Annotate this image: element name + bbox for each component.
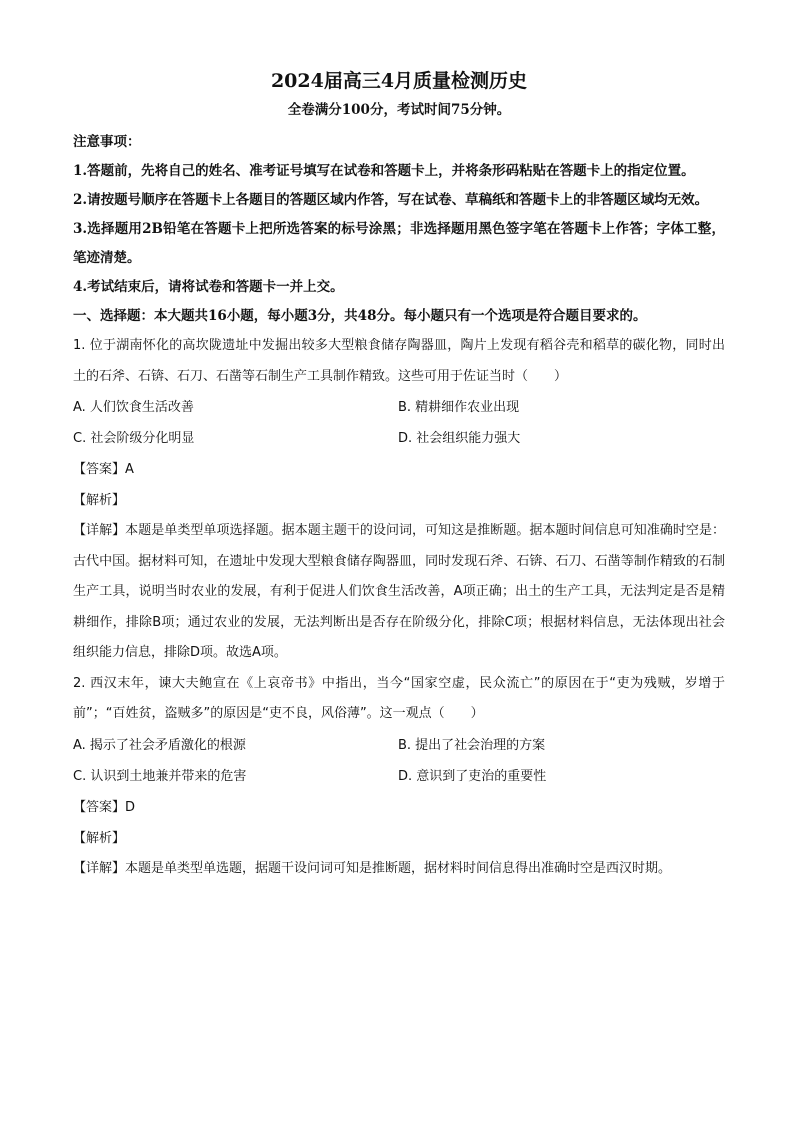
option-b: B. 精耕细作农业出现 — [398, 400, 520, 415]
question-1 — [73, 331, 725, 669]
notes-block — [73, 128, 725, 302]
detail-paragraph — [73, 516, 725, 669]
question-stem: 2. 西汉末年，谏大夫鲍宣在《上哀帝书》中指出，当今“国家空虚，民众流亡”的原因在于“吏为残贼，岁增于前”；“百姓贫，盗贼多”的原因是“吏不良，风俗薄”。这一观点（ ） — [73, 675, 725, 721]
question-2 — [73, 669, 725, 885]
answer-label: 【答案】 — [73, 462, 126, 477]
section-heading: 一、选择题：本大题共16小题，每小题3分，共48分。每小题只有一个选项是符合题目要求的。 — [73, 308, 647, 324]
question-stem: 1. 位于湖南怀化的高坎陇遗址中发掘出较多大型粮食储存陶器皿，陶片上发现有稻谷壳和稻草的碳化物，同时出土的石斧、石锛、石刀、石凿等石制生产工具制作精致。这些可用于佐证当时（ ） — [73, 338, 725, 384]
option-a: A. 人们饮食生活改善 — [73, 400, 194, 415]
detail-text: 本题是单类型单选题，据题干设问词可知是推断题，据材料时间信息得出准确时空是西汉时期。 — [125, 860, 672, 876]
answer-line — [73, 792, 725, 823]
analysis-label: 【解析】 — [73, 493, 126, 508]
option-d: D. 社会组织能力强大 — [398, 431, 521, 446]
option-c: C. 社会阶级分化明显 — [73, 431, 195, 446]
analysis-label: 【解析】 — [73, 830, 126, 846]
answer-label: 【答案】 — [73, 799, 126, 815]
detail-paragraph — [73, 854, 725, 885]
option-a: A. 揭示了社会矛盾激化的根源 — [73, 737, 246, 753]
option-d: D. 意识到了吏治的重要性 — [398, 768, 547, 784]
detail-label: 【详解】 — [73, 860, 126, 876]
option-b: B. 提出了社会治理的方案 — [398, 737, 546, 753]
page-title: 2024届高三4月质量检测历史 — [270, 70, 528, 92]
exam-page — [73, 68, 725, 884]
note-item: 3.选择题用2B铅笔在答题卡上把所选答案的标号涂黑；非选择题用黑色签字笔在答题卡上作答；字体工整，笔迹清楚。 — [73, 221, 725, 266]
answer-line — [73, 454, 725, 485]
options-list — [73, 392, 725, 454]
note-item: 2.请按题号顺序在答题卡上各题目的答题区域内作答，写在试卷、草稿纸和答题卡上的非答题区域均无效。 — [73, 192, 709, 208]
note-item: 4.考试结束后，请将试卷和答题卡一并上交。 — [73, 279, 344, 295]
options-list — [73, 730, 725, 792]
notes-heading: 注意事项： — [73, 134, 141, 150]
answer-value: A — [125, 462, 134, 477]
page-subtitle: 全卷满分100分，考试时间75分钟。 — [287, 102, 511, 118]
detail-text: 本题是单类型单项选择题。据本题主题干的设问词，可知这是推断题。据本题时间信息可知准确时空是：古代中国。据材料可知，在遗址中发现大型粮食储存陶器皿，同时发现石斧、石锛、石刀、石凿等制作精致的石制生产工具，说明当时农业的发展，有利于促进人们饮食生活改善，A项正确；出土的生产工具，无法判定是否是精耕细作，排除B项；通过农业的发展，无法判断出是否存在阶级分化，排除C项；根据材料信息，无法体现出社会组织能力信息，排除D项。故选A项。 — [73, 523, 725, 660]
option-c: C. 认识到土地兼并带来的危害 — [73, 768, 247, 784]
note-item: 1.答题前，先将自己的姓名、准考证号填写在试卷和答题卡上，并将条形码粘贴在答题卡上的指定位置。 — [73, 163, 695, 179]
answer-value: D — [125, 799, 136, 815]
detail-label: 【详解】 — [73, 523, 126, 538]
